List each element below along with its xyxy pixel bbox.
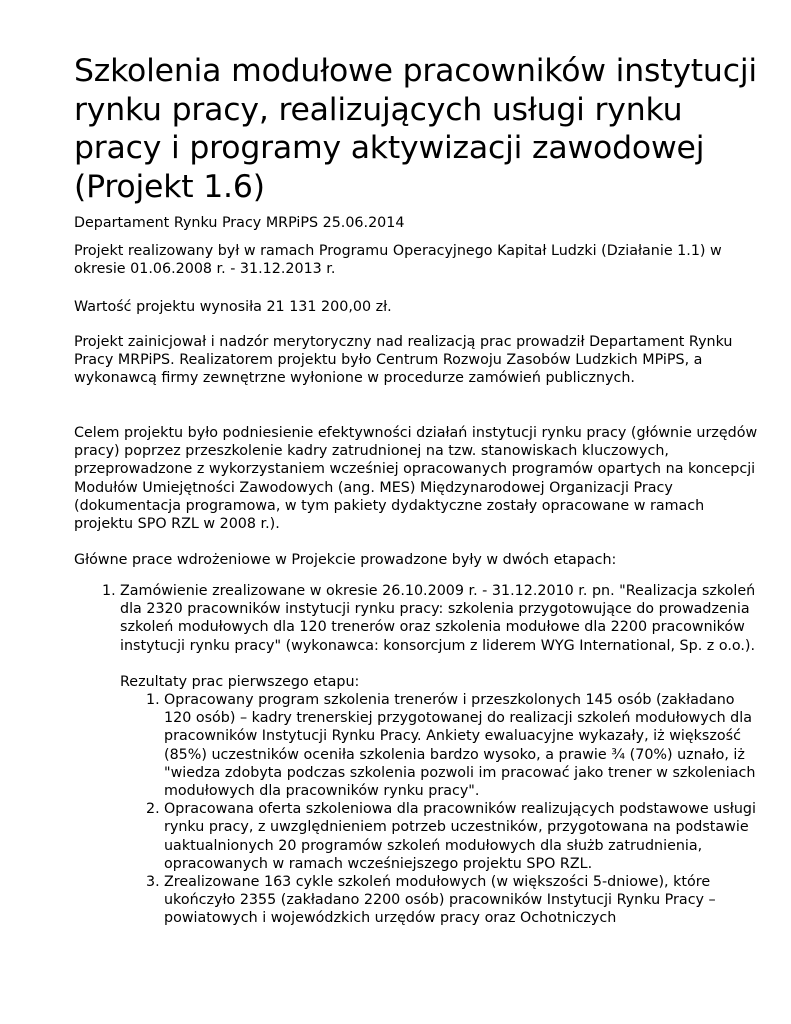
list-item-number: 1. [102,583,116,599]
list-item-text: Opracowany program szkolenia trenerów i przeszkolonych 145 osób (zakładano 120 osób) – kadry trenerskiej przygotowanej do realizacji szkoleń modułowych dla pracowników Instytucji Rynku Pracy. Ankiety ewaluacyjne wykazały, iż większość (85%) uczestników oceniła szkolenia bardzo wysoko, a prawie ¾ (70%) uznało, iż "wiedza zdobyta podczas szkolenia pozwoli im pracować jako trener w szkoleniach modułowych dla pracowników rynku pracy". [164,692,756,800]
page-title: Szkolenia modułowe pracowników instytucji rynku pracy, realizujących usługi rynku pracy i programy aktywizacji zawodowej (Projekt 1.6) [74,53,757,205]
list-item-number: 3. [146,874,160,891]
list-item-text: Zamówienie zrealizowane w okresie 26.10.2009 r. - 31.12.2010 r. pn. "Realizacja szkoleń dla 2320 pracowników instytucji rynku pracy: szkolenia przygotowujące do prowadzenia szkoleń modułowych dla 120 trenerów oraz szkolenia modułowe dla 2200 pracowników instytucji rynku pracy" (wykonawca: konsorcjum z liderem WYG International, Sp. z o.o.). [120,583,756,654]
list-item-number: 1. [146,692,160,709]
list-item [74,582,764,928]
list-item [74,873,764,928]
results-list [74,691,764,928]
byline: Departament Rynku Pracy MRPiPS 25.06.2014 [74,215,405,231]
stages-list [74,582,764,928]
paragraph-period: Projekt realizowany był w ramach Programu Operacyjnego Kapitał Ludzki (Działanie 1.1) w okresie 01.06.2008 r. - 31.12.2013 r. [74,243,722,278]
paragraph-stages-intro: Główne prace wdrożeniowe w Projekcie prowadzone były w dwóch etapach: [74,552,617,568]
list-item [74,800,764,873]
paragraph-goal: Celem projektu było podniesienie efektywności działań instytucji rynku pracy (głównie urzędów pracy) poprzez przeszkolenie kadry zatrudnionej na tzw. stanowiskach kluczowych, przeprowadzone z wykorzystaniem wcześniej opracowanych programów opartych na koncepcji Modułów Umiejętności Zawodowych (ang. MES) Międzynarodowej Organizacji Pracy (dokumentacja programowa, w tym pakiety dydaktyczne zostały opracowane w ramach projektu SPO RZL w 2008 r.). [74,425,758,533]
results-heading: Rezultaty prac pierwszego etapu: [120,673,360,690]
list-item [74,691,764,800]
list-item-text: Zrealizowane 163 cykle szkoleń modułowych (w większości 5-dniowe), które ukończyło 2355 (zakładano 2200 osób) pracowników Instytucji Rynku Pracy – powiatowych i wojewódzkich urzędów pracy oraz Ochotniczych [164,874,716,927]
paragraph-organization: Projekt zainicjował i nadzór merytoryczny nad realizacją prac prowadził Departament Rynku Pracy MRPiPS. Realizatorem projektu było Centrum Rozwoju Zasobów Ludzkich MPiPS, a wykonawcą firmy zewnętrzne wyłonione w procedurze zamówień publicznych. [74,334,733,387]
list-item-text: Opracowana oferta szkoleniowa dla pracowników realizujących podstawowe usługi rynku pracy, z uwzględnieniem potrzeb uczestników, przygotowana na podstawie uaktualnionych 20 programów szkoleń modułowych dla służb zatrudnienia, opracowanych w ramach wcześniejszego projektu SPO RZL. [164,801,756,872]
list-item-number: 2. [146,801,160,818]
paragraph-value: Wartość projektu wynosiła 21 131 200,00 zł. [74,299,392,315]
